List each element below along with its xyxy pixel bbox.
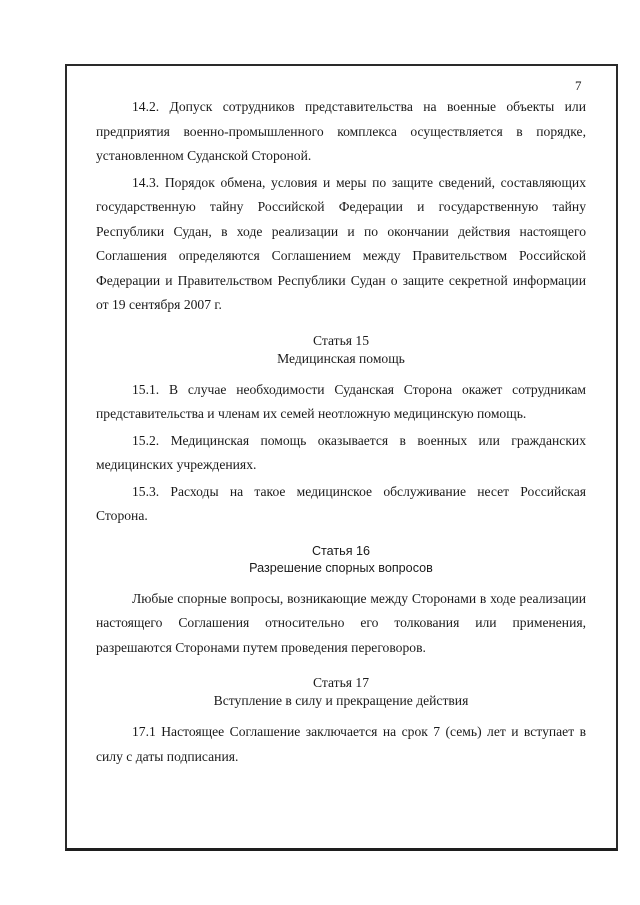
page-number: 7	[575, 78, 582, 93]
paragraph-14-3: 14.3. Порядок обмена, условия и меры по защите сведений, составляющих государственную тайну Российской Федерации и государственную тайну Республики Судан, в ходе реализации и по окончании действия настоящего Соглашения определяются Соглашением между Правительством Российской Федерации и Правительством Республики Судан о защите секретной информации от 19 сентября 2007 г.	[96, 174, 586, 312]
article-17-title: Вступление в силу и прекращение действия	[213, 693, 469, 708]
paragraph-16: Любые спорные вопросы, возникающие между Сторонами в ходе реализации настоящего Соглашения относительно его толкования или применения, разрешаются Сторонами путем проведения переговоров.	[96, 590, 586, 655]
article-15-number: Статья 15	[312, 332, 370, 348]
article-16-heading	[96, 543, 586, 577]
paragraph-14-2: 14.2. Допуск сотрудников представительства на военные объекты или предприятия военно-промышленного комплекса осуществляется в порядке, установленном Суданской Стороной.	[96, 99, 586, 163]
paragraph-17-1: 17.1 Настоящее Соглашение заключается на срок 7 (семь) лет и вступает в силу с даты подписания.	[96, 724, 586, 764]
document-body	[96, 95, 586, 769]
paragraph-15-3: 15.3. Расходы на такое медицинское обслуживание несет Российская Сторона.	[96, 483, 586, 523]
paragraph-15-2: 15.2. Медицинская помощь оказывается в военных или гражданских медицинских учреждениях.	[96, 432, 586, 472]
article-17-heading	[96, 674, 586, 710]
article-16-title: Разрешение спорных вопросов	[249, 560, 433, 575]
article-15-title: Медицинская помощь	[277, 350, 405, 366]
article-15-heading	[96, 332, 586, 368]
article-16-number: Статья 16	[311, 543, 371, 558]
article-17-number: Статья 17	[312, 675, 370, 690]
paragraph-15-1: 15.1. В случае необходимости Суданская Сторона окажет сотрудникам представительства и членам их семей неотложную медицинскую помощь.	[96, 381, 586, 421]
